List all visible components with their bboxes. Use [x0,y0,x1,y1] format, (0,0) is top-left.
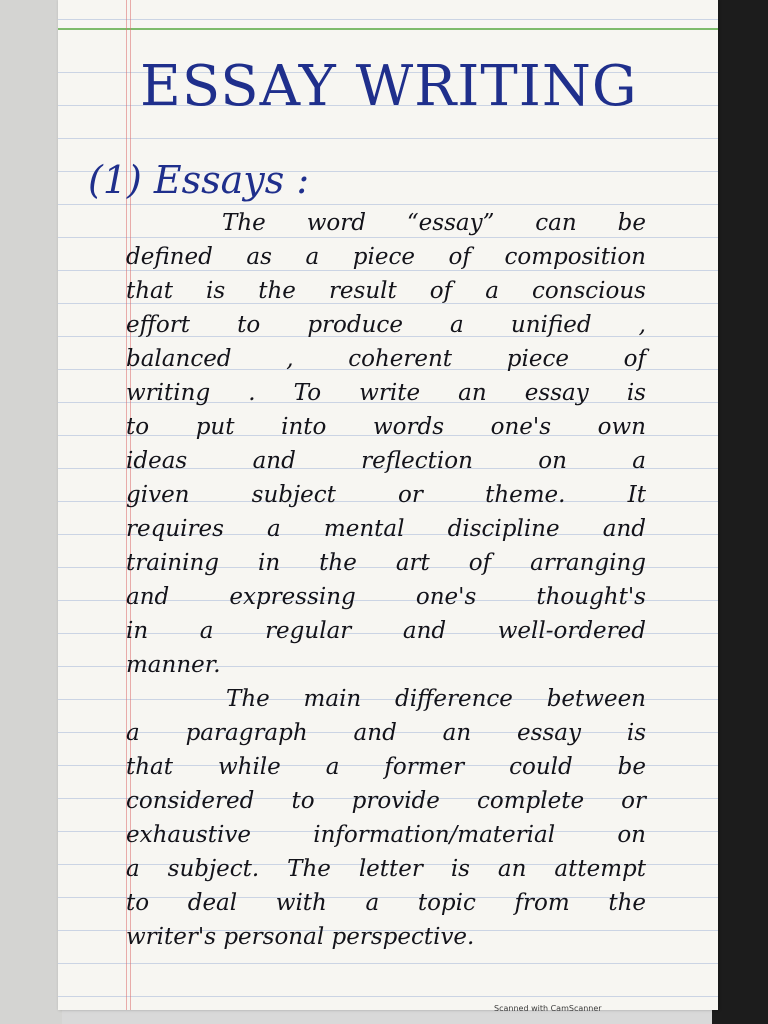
text-line: The main difference between [226,686,646,712]
text-line: a subject. The letter is an attempt [126,856,646,882]
text-line: that is the result of a conscious [126,278,646,304]
text-line: writer's personal perspective. [126,924,475,950]
text-line: training in the art of arranging [126,550,646,576]
text-line: ideas and reflection on a [126,448,646,474]
text-line: writing . To write an essay is [126,380,646,406]
text-line: in a regular and well-ordered [126,618,646,644]
scanner-watermark: Scanned with CamScanner [494,1004,602,1013]
text-line: a paragraph and an essay is [126,720,646,746]
text-line: manner. [126,652,221,678]
top-green-rule [58,28,718,30]
text-line: effort to produce a unified , [126,312,646,338]
text-line: The word “essay” can be [222,210,646,236]
text-line: given subject or theme. It [126,482,646,508]
text-line: considered to provide complete or [126,788,646,814]
text-line: balanced , coherent piece of [126,346,646,372]
left-background [0,0,62,1024]
section-heading: (1) Essays : [88,158,310,202]
right-background [712,0,768,1024]
text-line: to put into words one's own [126,414,646,440]
text-line: exhaustive information/material on [126,822,646,848]
text-line: that while a former could be [126,754,646,780]
page-title: ESSAY WRITING [140,54,638,119]
essay-body [126,206,646,954]
text-line: requires a mental discipline and [126,516,646,542]
text-line: to deal with a topic from the [126,890,646,916]
text-line: defined as a piece of composition [126,244,646,270]
text-line: and expressing one's thought's [126,584,646,610]
